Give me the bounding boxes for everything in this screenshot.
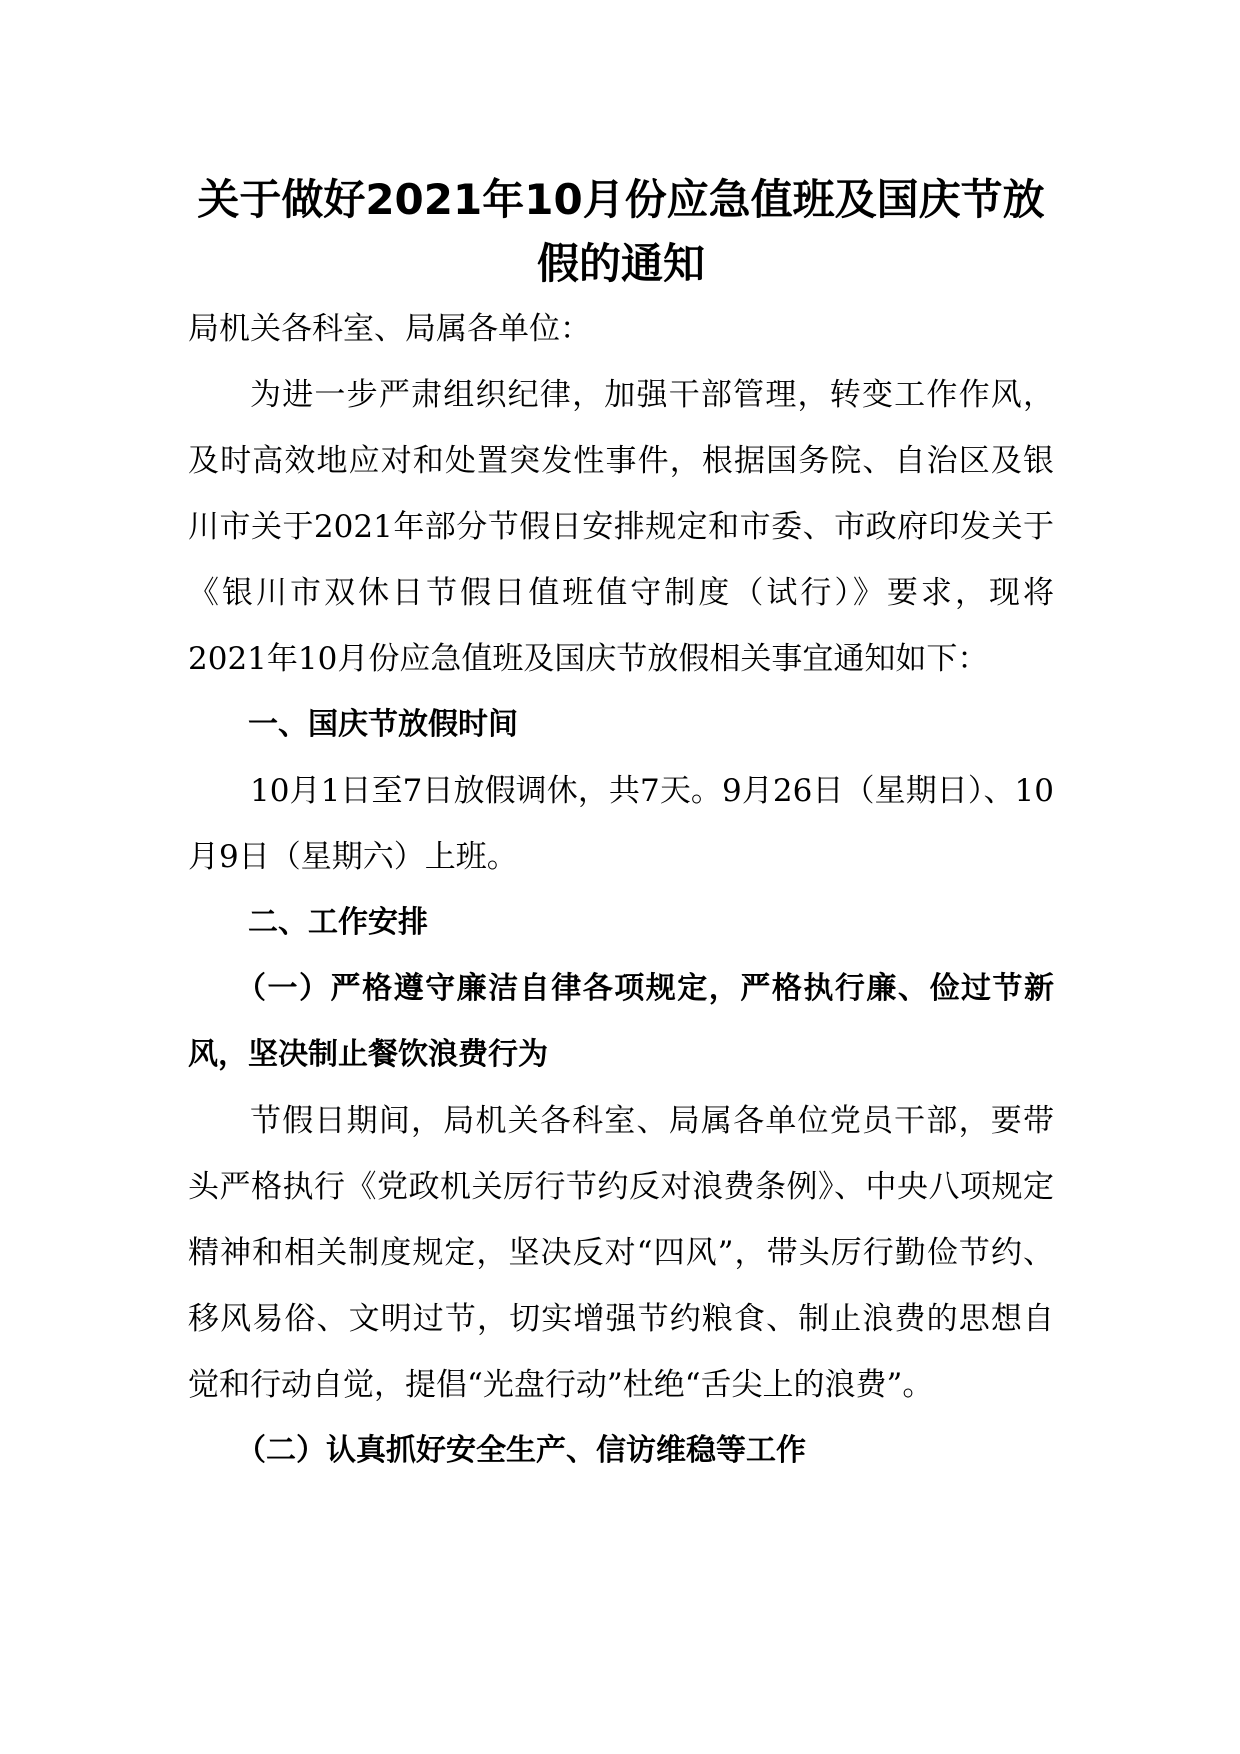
document-title: 关于做好2021年10月份应急值班及国庆节放假的通知 xyxy=(197,175,1045,288)
section-1-body: 10月1日至7日放假调休，共7天。9月26日（星期日）、10月9日（星期六）上班。 xyxy=(188,773,1054,875)
salutation: 局机关各科室、局属各单位： xyxy=(188,311,591,347)
section-2-heading: 二、工作安排 xyxy=(248,905,428,940)
subsection-2-heading: （二）认真抓好安全生产、信访维稳等工作 xyxy=(236,1433,806,1468)
section-1-heading: 一、国庆节放假时间 xyxy=(248,707,518,742)
subsection-1-body: 节假日期间，局机关各科室、局属各单位党员干部，要带头严格执行《党政机关厉行节约反对浪费条例》、中央八项规定精神和相关制度规定，坚决反对“四风”，带头厉行勤俭节约、移风易俗、文明过节，切实增强节约粮食、制止浪费的思想自觉和行动自觉，提倡“光盘行动”杜绝“舌尖上的浪费”。 xyxy=(188,1103,1054,1403)
document-page xyxy=(188,168,1054,1484)
subsection-1-heading: （一）严格遵守廉洁自律各项规定，严格执行廉、俭过节新风，坚决制止餐饮浪费行为 xyxy=(188,971,1054,1072)
intro-paragraph: 为进一步严肃组织纪律，加强干部管理，转变工作作风，及时高效地应对和处置突发性事件，根据国务院、自治区及银川市关于2021年部分节假日安排规定和市委、市政府印发关于《银川市双休日节假日值班值守制度（试行）》要求，现将2021年10月份应急值班及国庆节放假相关事宜通知如下： xyxy=(188,377,1054,677)
